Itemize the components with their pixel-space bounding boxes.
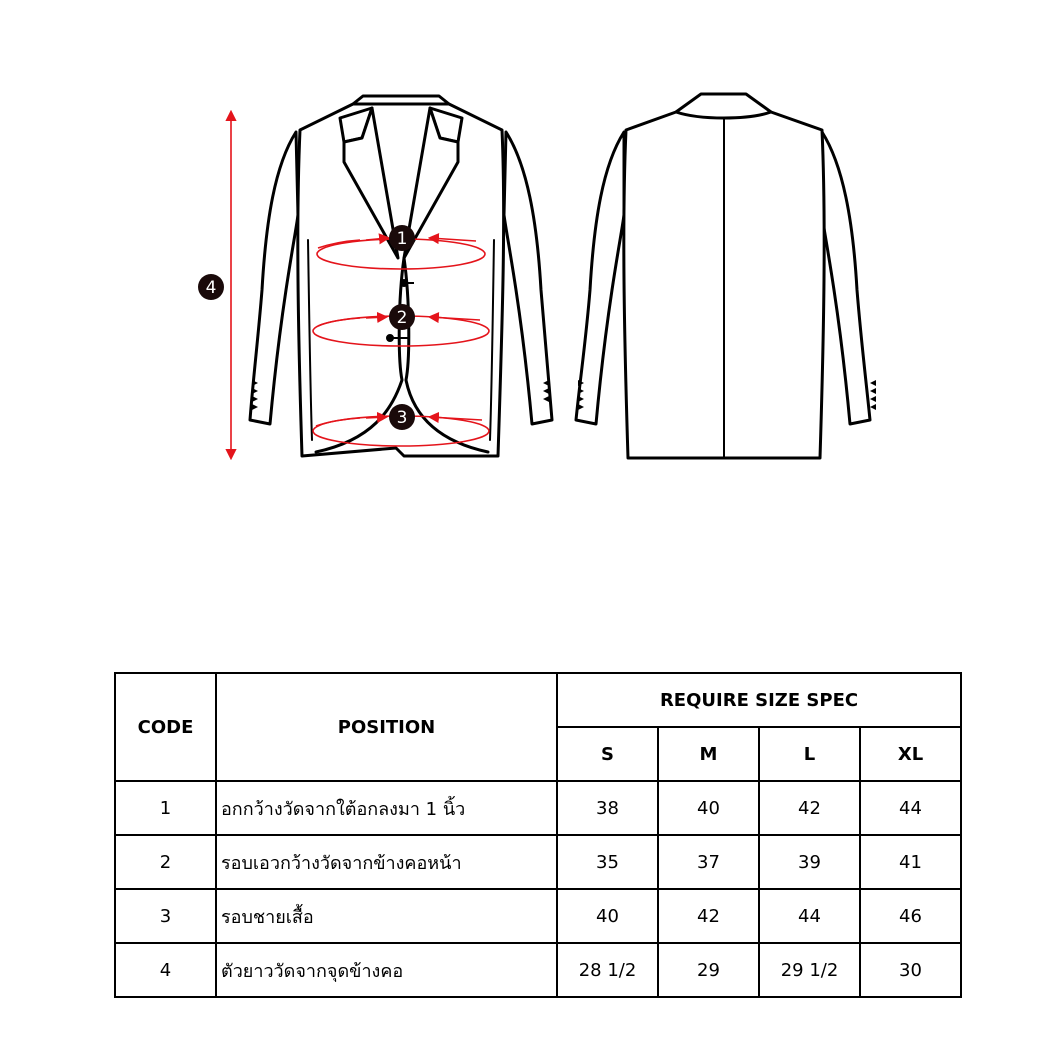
row-value-s: 35 — [557, 835, 658, 889]
svg-text:4: 4 — [205, 278, 217, 298]
table-row — [115, 835, 961, 889]
header-size-l: L — [759, 727, 860, 781]
marker-2 — [389, 304, 415, 330]
jacket-back-illustration — [576, 94, 870, 458]
table-row — [115, 781, 961, 835]
marker-1 — [389, 225, 415, 251]
marker-4 — [198, 274, 224, 300]
row-value-l: 39 — [759, 835, 860, 889]
header-position: POSITION — [216, 673, 557, 781]
header-size-xl: XL — [860, 727, 961, 781]
row-value-s: 38 — [557, 781, 658, 835]
row-value-xl: 44 — [860, 781, 961, 835]
row-value-l: 44 — [759, 889, 860, 943]
row-value-l: 42 — [759, 781, 860, 835]
row-code: 2 — [115, 835, 216, 889]
row-value-xl: 41 — [860, 835, 961, 889]
row-value-xl: 30 — [860, 943, 961, 997]
svg-text:1: 1 — [396, 229, 408, 249]
svg-text:3: 3 — [396, 408, 408, 428]
header-size-s: S — [557, 727, 658, 781]
jacket-front-illustration — [250, 96, 552, 456]
row-value-m: 42 — [658, 889, 759, 943]
row-position: อกกว้างวัดจากใต้อกลงมา 1 นิ้ว — [216, 781, 557, 835]
row-value-l: 29 1/2 — [759, 943, 860, 997]
row-value-m: 29 — [658, 943, 759, 997]
row-code: 3 — [115, 889, 216, 943]
size-spec-table — [114, 672, 962, 998]
row-position: รอบชายเสื้อ — [216, 889, 557, 943]
row-value-m: 40 — [658, 781, 759, 835]
header-code: CODE — [115, 673, 216, 781]
marker-3 — [389, 404, 415, 430]
header-size-m: M — [658, 727, 759, 781]
row-value-s: 28 1/2 — [557, 943, 658, 997]
table-row — [115, 943, 961, 997]
row-position: ตัวยาววัดจากจุดข้างคอ — [216, 943, 557, 997]
row-value-xl: 46 — [860, 889, 961, 943]
row-code: 4 — [115, 943, 216, 997]
svg-text:2: 2 — [396, 308, 408, 328]
table-row — [115, 889, 961, 943]
row-position: รอบเอวกว้างวัดจากข้างคอหน้า — [216, 835, 557, 889]
row-value-m: 37 — [658, 835, 759, 889]
row-code: 1 — [115, 781, 216, 835]
row-value-s: 40 — [557, 889, 658, 943]
header-require-size-spec: REQUIRE SIZE SPEC — [557, 673, 961, 727]
